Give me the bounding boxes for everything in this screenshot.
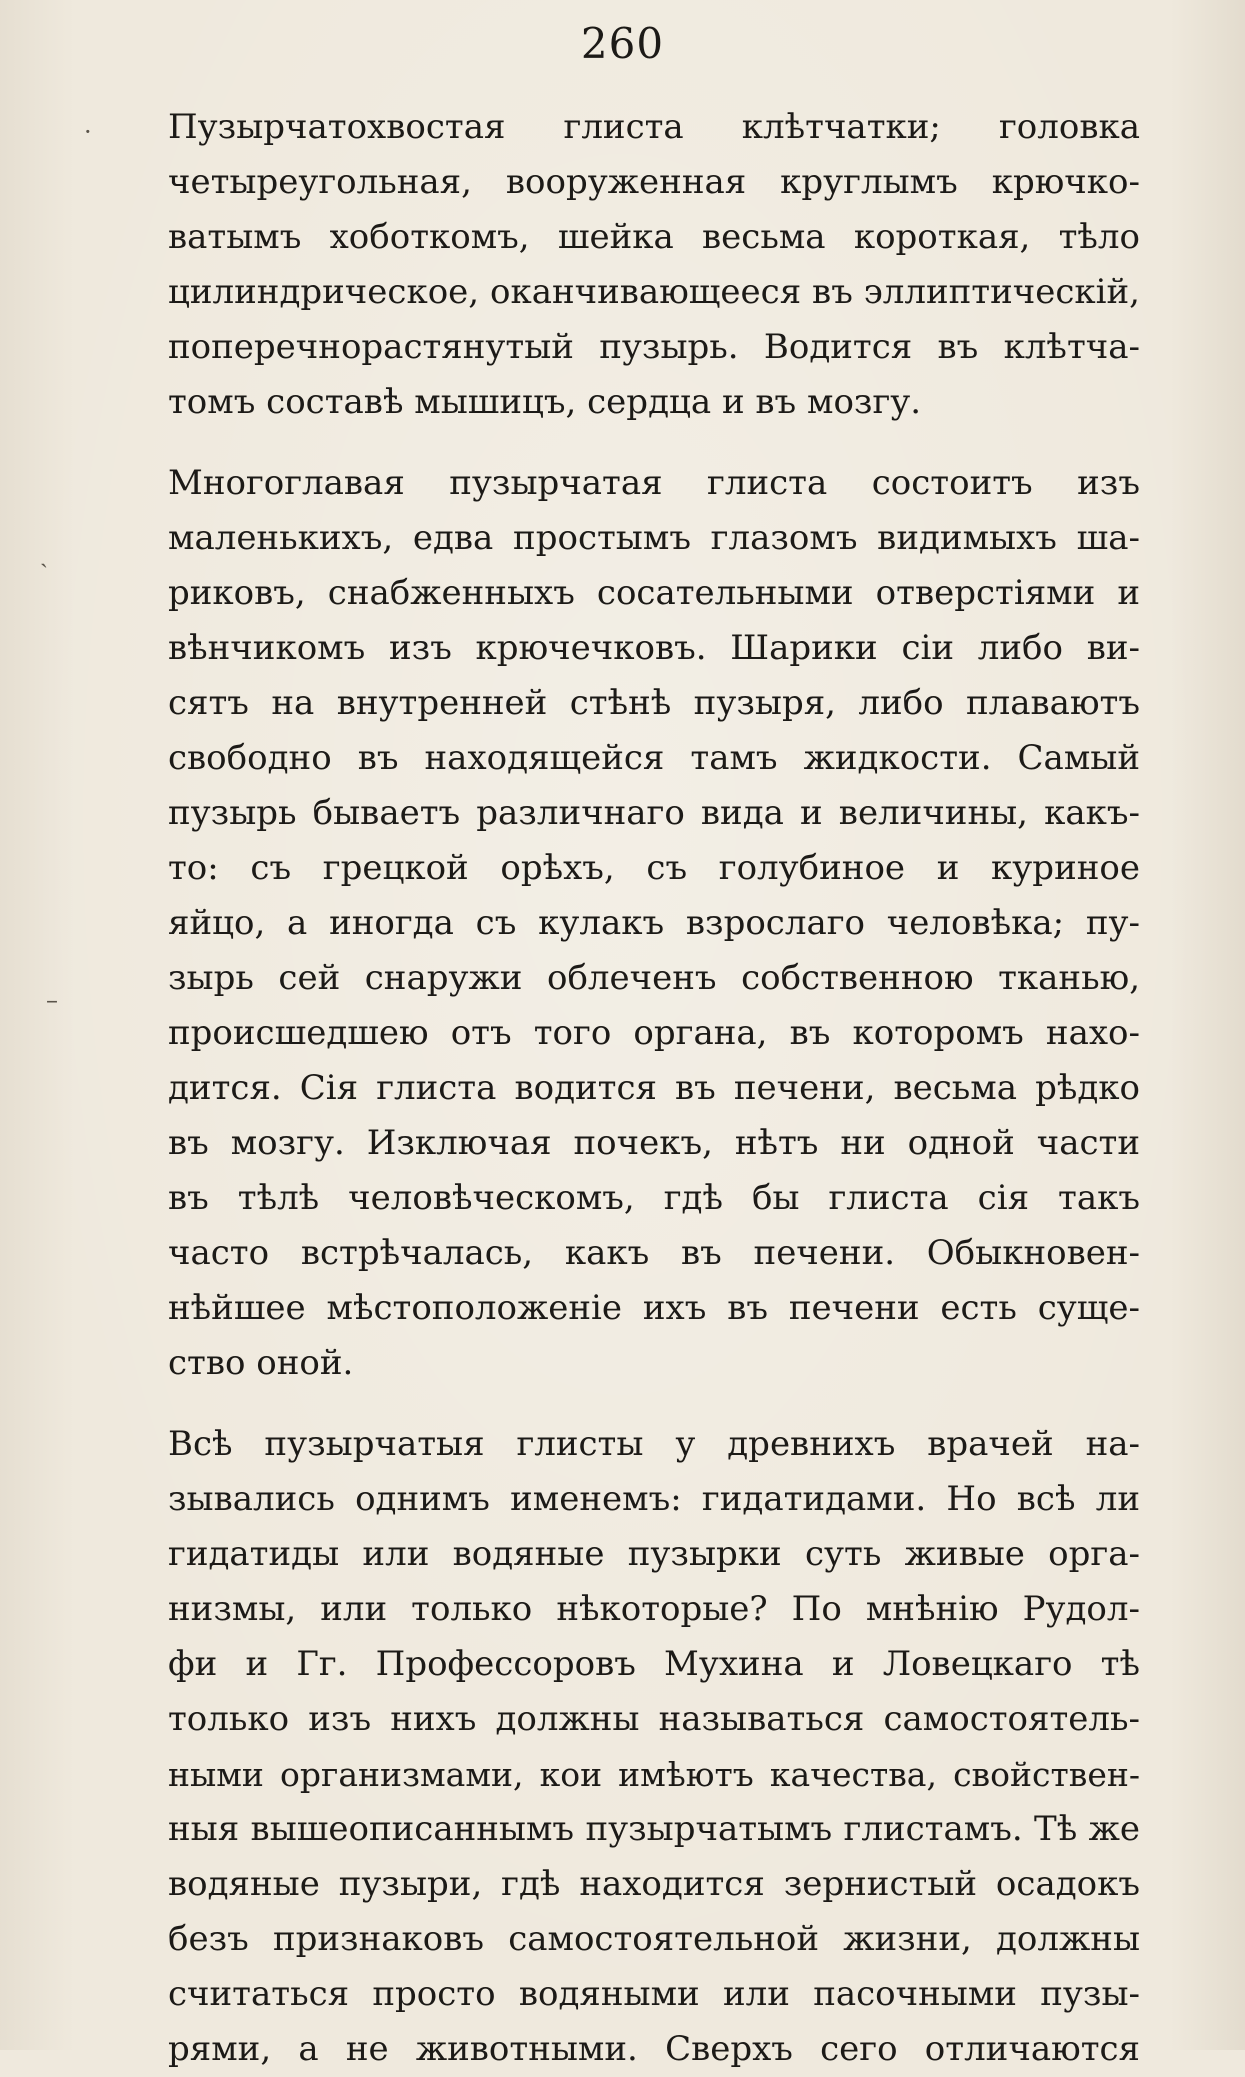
text-line: зывались однимъ именемъ: гидатидами. Но всѣ ли — [168, 1479, 1140, 1519]
text-line: то: съ грецкой орѣхъ, съ голубиное и куриное — [168, 848, 1140, 888]
text-line: въ тѣлѣ человѣческомъ, гдѣ бы глиста сія такъ — [168, 1178, 1140, 1218]
text-line: ными организмами, кои имѣютъ качества, свойствен- — [168, 1755, 1140, 1794]
text-line: Многоглавая пузырчатая глиста состоитъ изъ — [168, 463, 1140, 503]
text-line: рями, а не животными. Сверхъ сего отличаются — [168, 2029, 1140, 2069]
text-line: безъ признаковъ самостоятельной жизни, должны — [168, 1919, 1140, 1959]
text-line: томъ составѣ мышицъ, сердца и въ мозгу. — [168, 382, 922, 422]
page-number: 260 — [580, 19, 665, 68]
text-line: Пузырчатохвостая глиста клѣтчатки; головка — [168, 107, 1140, 147]
text-line: Всѣ пузырчатыя глисты у древнихъ врачей на- — [168, 1424, 1140, 1464]
text-line: ватымъ хоботкомъ, шейка весьма короткая, тѣло — [168, 217, 1140, 257]
paragraph — [168, 1417, 1140, 2077]
text-line: сятъ на внутренней стѣнѣ пузыря, либо плаваютъ — [168, 683, 1140, 723]
text-line: ство оной. — [168, 1343, 354, 1383]
text-line: нѣйшее мѣстоположеніе ихъ въ печени есть суще- — [168, 1288, 1140, 1328]
margin-dash-mark: – — [46, 986, 58, 1014]
text-line: зырь сей снаружи облеченъ собственною тканью, — [168, 958, 1140, 998]
paragraph — [168, 456, 1140, 1391]
text-line: ныя вышеописаннымъ пузырчатымъ глистамъ. Тѣ же — [168, 1809, 1140, 1849]
text-line: дится. Сія глиста водится въ печени, весьма рѣдко — [168, 1068, 1140, 1108]
text-line: въ мозгу. Изключая почекъ, нѣтъ ни одной части — [168, 1123, 1140, 1163]
text-line: поперечнорастянутый пузырь. Водится въ клѣтча- — [168, 327, 1140, 367]
text-line: пузырь бываетъ различнаго вида и величины, какъ- — [168, 793, 1140, 833]
text-line: маленькихъ, едва простымъ глазомъ видимыхъ ша- — [168, 518, 1140, 558]
text-line: яйцо, а иногда съ кулакъ взрослаго человѣка; пу- — [168, 903, 1140, 943]
text-line: цилиндрическое, оканчивающееся въ эллиптическій, — [168, 272, 1140, 312]
margin-dot-mark: · — [84, 118, 92, 146]
text-line: считаться просто водяными или пасочными пузы- — [168, 1974, 1140, 2014]
text-line: только изъ нихъ должны называться самостоятель- — [168, 1699, 1140, 1739]
paragraph — [168, 100, 1140, 430]
text-line: водяные пузыри, гдѣ находится зернистый осадокъ — [168, 1864, 1140, 1904]
text-line: часто встрѣчалась, какъ въ печени. Обыкновен- — [168, 1233, 1140, 1273]
text-line: фи и Гг. Профессоровъ Мухина и Ловецкаго тѣ — [168, 1644, 1140, 1684]
paragraph-gap — [168, 1391, 1140, 1417]
text-line: происшедшею отъ того органа, въ которомъ нахо- — [168, 1013, 1140, 1053]
body-text — [168, 100, 1140, 2077]
text-line: риковъ, снабженныхъ сосательными отверстіями и — [168, 573, 1140, 613]
text-line: низмы, или только нѣкоторые? По мнѣнію Рудол- — [168, 1589, 1140, 1629]
text-line: свободно въ находящейся тамъ жидкости. Самый — [168, 738, 1140, 778]
text-line: гидатиды или водяные пузырки суть живые орга- — [168, 1534, 1140, 1574]
text-line: вѣнчикомъ изъ крючечковъ. Шарики сіи либо ви- — [168, 628, 1140, 668]
text-line: четыреугольная, вооруженная круглымъ крючко- — [168, 162, 1140, 202]
margin-tick-mark: ˏ — [40, 540, 48, 568]
paragraph-gap — [168, 430, 1140, 456]
